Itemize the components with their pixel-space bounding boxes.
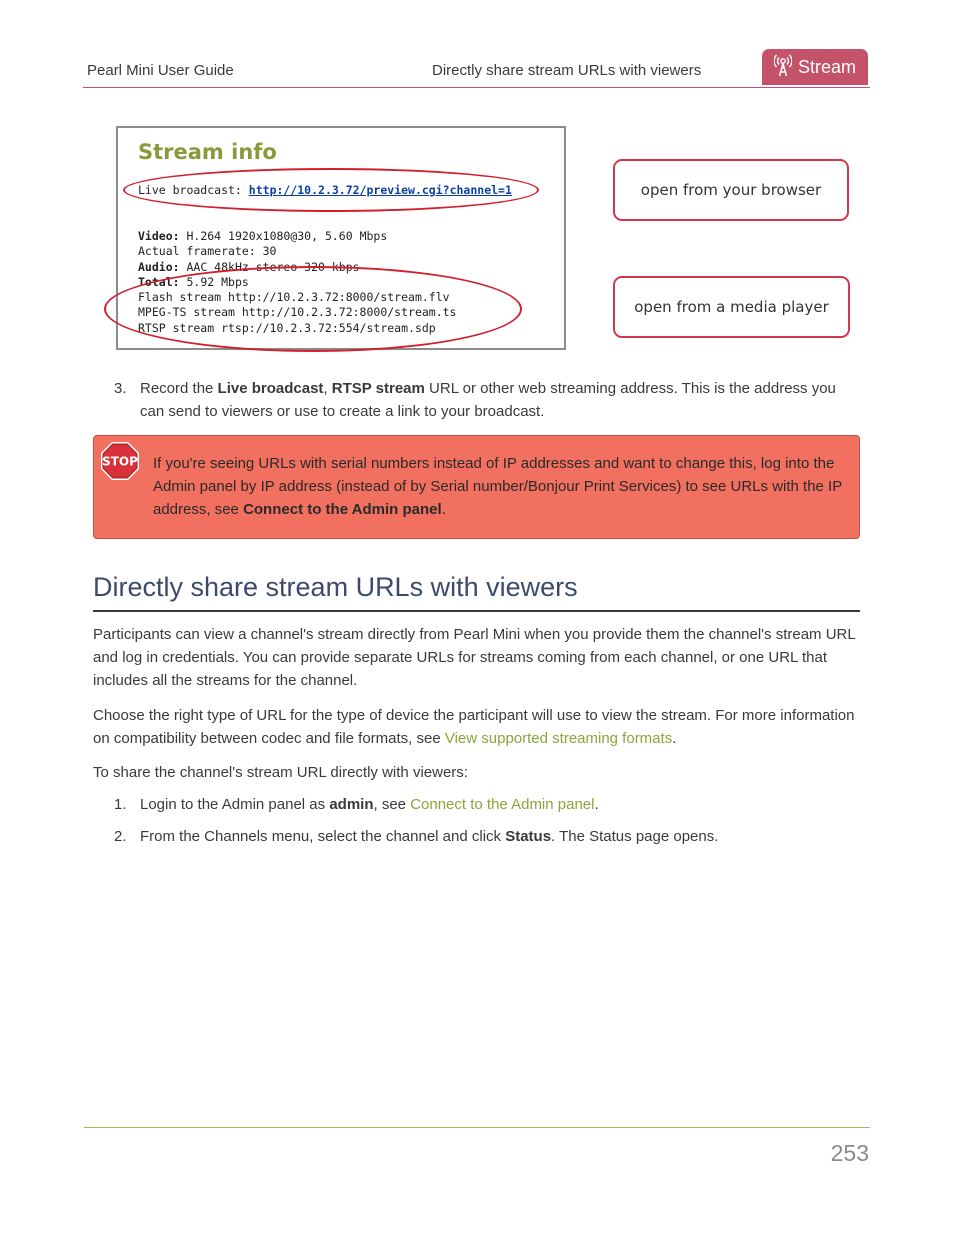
heading-underline — [93, 610, 860, 612]
rtsp-stream-line: RTSP stream rtsp://10.2.3.72:554/stream.sdp — [138, 321, 436, 335]
step3-text: Record the Live broadcast, RTSP stream URL or other web streaming address. This is the address you can send to viewers or use to create a link to your broadcast. — [140, 380, 836, 420]
stop-note — [93, 435, 860, 539]
section-heading: Directly share stream URLs with viewers — [93, 572, 578, 602]
svg-text:STOP: STOP — [102, 454, 138, 469]
step2-text: From the Channels menu, select the channel and click Status. The Status page opens. — [140, 828, 719, 845]
step-number: 3. — [114, 380, 127, 397]
stream-info-title: Stream info — [138, 140, 277, 164]
step1-text: Login to the Admin panel as admin, see Connect to the Admin panel. — [140, 796, 599, 813]
mpegts-stream-line: MPEG-TS stream http://10.2.3.72:8000/stream.ts — [138, 305, 457, 319]
step-number: 2. — [114, 828, 127, 845]
total-line: Total: 5.92 Mbps — [138, 275, 249, 289]
callout-browser: open from your browser — [613, 159, 849, 221]
audio-line: Audio: AAC 48kHz stereo 320 kbps — [138, 260, 360, 274]
stream-badge — [762, 49, 868, 85]
flash-stream-line: Flash stream http://10.2.3.72:8000/stream.flv — [138, 290, 450, 304]
stop-sign-icon — [100, 441, 140, 481]
stop-note-text: If you're seeing URLs with serial numbers instead of IP addresses and want to change this, log into the Admin panel by IP address (instead of by Serial number/Bonjour Print Services) to see URLs with the IP address, see Connect to the Admin panel. — [153, 455, 842, 518]
step-number: 1. — [114, 796, 127, 813]
link-connect-admin-panel[interactable]: Connect to the Admin panel — [410, 796, 595, 813]
highlight-oval-live — [123, 168, 539, 212]
footer-divider — [84, 1127, 870, 1128]
header-section-title: Directly share stream URLs with viewers — [432, 62, 702, 79]
page-number: 253 — [830, 1140, 869, 1166]
paragraph-url-type: Choose the right type of URL for the type of device the participant will use to view the stream. For more information on compatibility between codec and file formats, see View supported streaming formats. — [93, 707, 855, 747]
callout-media-player: open from a media player — [613, 276, 850, 338]
video-line: Video: H.264 1920x1080@30, 5.60 Mbps — [138, 229, 388, 243]
broadcast-tower-icon — [774, 53, 792, 82]
badge-label: Stream — [797, 56, 857, 77]
link-supported-formats[interactable]: View supported streaming formats — [444, 730, 673, 747]
stream-info-screenshot — [116, 126, 566, 350]
paragraph-intro: Participants can view a channel's stream directly from Pearl Mini when you provide them the channel's stream URL and log in credentials. You can provide separate URLs for streams coming from each channel, or one URL that includes all the streams for the channel. — [93, 626, 856, 689]
paragraph-instructions: To share the channel's stream URL directly with viewers: — [93, 764, 468, 781]
header-divider — [83, 87, 870, 88]
live-broadcast-label: Live broadcast: — [138, 183, 242, 197]
framerate-line: Actual framerate: 30 — [138, 244, 277, 258]
live-broadcast-url[interactable]: http://10.2.3.72/preview.cgi?channel=1 — [248, 183, 512, 197]
header-guide-title: Pearl Mini User Guide — [87, 62, 234, 79]
highlight-oval-streams — [104, 266, 522, 352]
